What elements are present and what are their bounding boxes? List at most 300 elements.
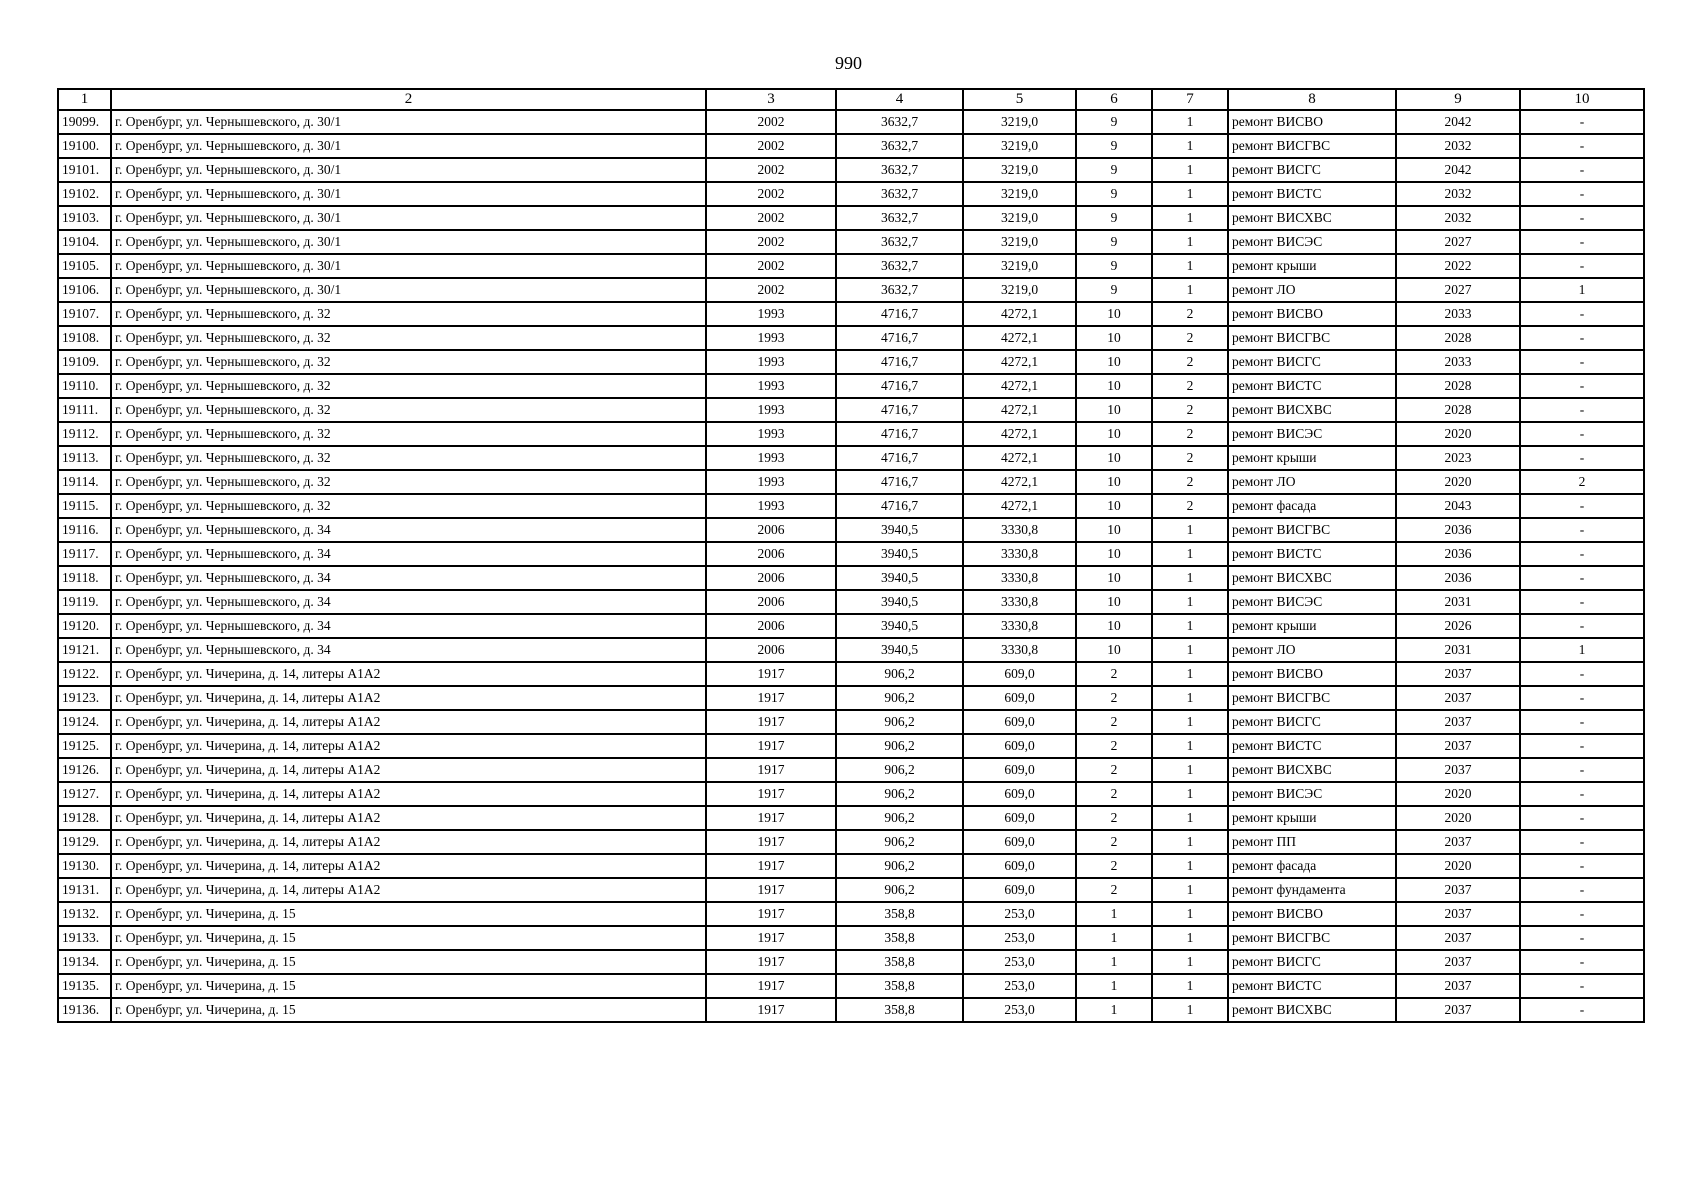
total-area-cell: 3632,7 [836,134,963,158]
address-cell: г. Оренбург, ул. Чернышевского, д. 32 [111,302,706,326]
table-row [58,398,1644,422]
row-number-cell: 19121. [58,638,111,662]
row-number-cell: 19099. [58,110,111,134]
planned-year-cell: 2028 [1396,326,1520,350]
table-row [58,206,1644,230]
table-row [58,470,1644,494]
row-number-cell: 19117. [58,542,111,566]
floors-cell: 10 [1076,470,1152,494]
column-header-4: 4 [836,89,963,110]
table-row [58,518,1644,542]
table-row [58,494,1644,518]
address-cell: г. Оренбург, ул. Чичерина, д. 15 [111,950,706,974]
entrances-cell: 2 [1152,302,1228,326]
column-header-6: 6 [1076,89,1152,110]
planned-year-cell: 2032 [1396,206,1520,230]
planned-year-cell: 2037 [1396,734,1520,758]
note-cell: 1 [1520,278,1644,302]
row-number-cell: 19124. [58,710,111,734]
floors-cell: 9 [1076,134,1152,158]
floors-cell: 2 [1076,806,1152,830]
address-cell: г. Оренбург, ул. Чернышевского, д. 30/1 [111,254,706,278]
year-built-cell: 2002 [706,278,836,302]
note-cell: - [1520,566,1644,590]
floors-cell: 2 [1076,758,1152,782]
address-cell: г. Оренбург, ул. Чичерина, д. 14, литеры А1А2 [111,806,706,830]
column-header-8: 8 [1228,89,1396,110]
entrances-cell: 1 [1152,926,1228,950]
work-type-cell: ремонт ВИСХВС [1228,206,1396,230]
total-area-cell: 906,2 [836,734,963,758]
entrances-cell: 1 [1152,806,1228,830]
table-row [58,422,1644,446]
row-number-cell: 19114. [58,470,111,494]
planned-year-cell: 2032 [1396,182,1520,206]
planned-year-cell: 2033 [1396,350,1520,374]
year-built-cell: 1917 [706,734,836,758]
table-row [58,374,1644,398]
note-cell: - [1520,926,1644,950]
row-number-cell: 19100. [58,134,111,158]
entrances-cell: 1 [1152,974,1228,998]
floors-cell: 10 [1076,350,1152,374]
year-built-cell: 2006 [706,542,836,566]
table-row [58,878,1644,902]
note-cell: - [1520,302,1644,326]
living-area-cell: 253,0 [963,926,1076,950]
row-number-cell: 19136. [58,998,111,1022]
table-row [58,710,1644,734]
total-area-cell: 3632,7 [836,206,963,230]
planned-year-cell: 2027 [1396,278,1520,302]
year-built-cell: 1917 [706,830,836,854]
row-number-cell: 19123. [58,686,111,710]
living-area-cell: 253,0 [963,950,1076,974]
total-area-cell: 358,8 [836,998,963,1022]
planned-year-cell: 2037 [1396,758,1520,782]
year-built-cell: 2006 [706,590,836,614]
year-built-cell: 1917 [706,806,836,830]
row-number-cell: 19126. [58,758,111,782]
address-cell: г. Оренбург, ул. Чернышевского, д. 34 [111,542,706,566]
row-number-cell: 19131. [58,878,111,902]
living-area-cell: 3219,0 [963,134,1076,158]
year-built-cell: 1993 [706,398,836,422]
planned-year-cell: 2037 [1396,998,1520,1022]
note-cell: - [1520,350,1644,374]
floors-cell: 10 [1076,614,1152,638]
living-area-cell: 4272,1 [963,398,1076,422]
total-area-cell: 358,8 [836,902,963,926]
floors-cell: 10 [1076,566,1152,590]
work-type-cell: ремонт крыши [1228,806,1396,830]
living-area-cell: 3330,8 [963,590,1076,614]
planned-year-cell: 2031 [1396,590,1520,614]
address-cell: г. Оренбург, ул. Чернышевского, д. 30/1 [111,158,706,182]
entrances-cell: 1 [1152,662,1228,686]
table-row [58,686,1644,710]
table-row [58,854,1644,878]
planned-year-cell: 2037 [1396,878,1520,902]
total-area-cell: 906,2 [836,662,963,686]
year-built-cell: 1993 [706,374,836,398]
note-cell: - [1520,590,1644,614]
total-area-cell: 4716,7 [836,374,963,398]
total-area-cell: 4716,7 [836,470,963,494]
note-cell: - [1520,830,1644,854]
work-type-cell: ремонт ВИСТС [1228,974,1396,998]
address-cell: г. Оренбург, ул. Чичерина, д. 14, литеры А1А2 [111,710,706,734]
column-header-3: 3 [706,89,836,110]
planned-year-cell: 2036 [1396,542,1520,566]
entrances-cell: 1 [1152,998,1228,1022]
address-cell: г. Оренбург, ул. Чернышевского, д. 32 [111,326,706,350]
year-built-cell: 1917 [706,974,836,998]
total-area-cell: 906,2 [836,830,963,854]
year-built-cell: 1993 [706,446,836,470]
total-area-cell: 906,2 [836,686,963,710]
work-type-cell: ремонт крыши [1228,446,1396,470]
note-cell: - [1520,710,1644,734]
living-area-cell: 3219,0 [963,254,1076,278]
floors-cell: 10 [1076,542,1152,566]
planned-year-cell: 2037 [1396,974,1520,998]
note-cell: - [1520,398,1644,422]
address-cell: г. Оренбург, ул. Чернышевского, д. 34 [111,614,706,638]
floors-cell: 2 [1076,710,1152,734]
work-type-cell: ремонт ВИСВО [1228,110,1396,134]
floors-cell: 10 [1076,638,1152,662]
work-type-cell: ремонт ВИСХВС [1228,398,1396,422]
floors-cell: 9 [1076,158,1152,182]
work-type-cell: ремонт ВИСГС [1228,158,1396,182]
year-built-cell: 1917 [706,710,836,734]
year-built-cell: 1993 [706,422,836,446]
address-cell: г. Оренбург, ул. Чернышевского, д. 30/1 [111,134,706,158]
note-cell: - [1520,998,1644,1022]
note-cell: - [1520,734,1644,758]
work-type-cell: ремонт ВИСЭС [1228,230,1396,254]
row-number-cell: 19118. [58,566,111,590]
note-cell: - [1520,614,1644,638]
planned-year-cell: 2037 [1396,710,1520,734]
living-area-cell: 3330,8 [963,542,1076,566]
row-number-cell: 19127. [58,782,111,806]
planned-year-cell: 2026 [1396,614,1520,638]
year-built-cell: 1993 [706,494,836,518]
table-row [58,158,1644,182]
total-area-cell: 906,2 [836,854,963,878]
entrances-cell: 1 [1152,854,1228,878]
table-row [58,830,1644,854]
table-row [58,782,1644,806]
address-cell: г. Оренбург, ул. Чернышевского, д. 34 [111,638,706,662]
table-row [58,758,1644,782]
table-row [58,998,1644,1022]
floors-cell: 9 [1076,110,1152,134]
work-type-cell: ремонт ВИСТС [1228,542,1396,566]
entrances-cell: 1 [1152,830,1228,854]
living-area-cell: 3330,8 [963,566,1076,590]
work-type-cell: ремонт ВИСГВС [1228,518,1396,542]
row-number-cell: 19104. [58,230,111,254]
living-area-cell: 609,0 [963,734,1076,758]
table-row [58,326,1644,350]
work-type-cell: ремонт ВИСГВС [1228,926,1396,950]
planned-year-cell: 2032 [1396,134,1520,158]
table-body [58,110,1644,1022]
entrances-cell: 2 [1152,326,1228,350]
living-area-cell: 3219,0 [963,206,1076,230]
row-number-cell: 19105. [58,254,111,278]
work-type-cell: ремонт ВИСВО [1228,902,1396,926]
floors-cell: 10 [1076,590,1152,614]
floors-cell: 2 [1076,686,1152,710]
entrances-cell: 1 [1152,638,1228,662]
work-type-cell: ремонт крыши [1228,254,1396,278]
note-cell: 2 [1520,470,1644,494]
living-area-cell: 253,0 [963,902,1076,926]
column-header-2: 2 [111,89,706,110]
planned-year-cell: 2031 [1396,638,1520,662]
table-row [58,950,1644,974]
work-type-cell: ремонт ЛО [1228,470,1396,494]
floors-cell: 2 [1076,782,1152,806]
planned-year-cell: 2023 [1396,446,1520,470]
column-header-9: 9 [1396,89,1520,110]
table-row [58,302,1644,326]
planned-year-cell: 2036 [1396,518,1520,542]
table-row [58,230,1644,254]
work-type-cell: ремонт ВИСЭС [1228,422,1396,446]
floors-cell: 9 [1076,206,1152,230]
planned-year-cell: 2027 [1396,230,1520,254]
entrances-cell: 1 [1152,158,1228,182]
row-number-cell: 19110. [58,374,111,398]
column-header-5: 5 [963,89,1076,110]
living-area-cell: 3219,0 [963,278,1076,302]
living-area-cell: 4272,1 [963,302,1076,326]
address-cell: г. Оренбург, ул. Чичерина, д. 15 [111,926,706,950]
planned-year-cell: 2028 [1396,398,1520,422]
floors-cell: 10 [1076,302,1152,326]
work-type-cell: ремонт ПП [1228,830,1396,854]
total-area-cell: 4716,7 [836,350,963,374]
note-cell: - [1520,782,1644,806]
total-area-cell: 3940,5 [836,542,963,566]
living-area-cell: 4272,1 [963,470,1076,494]
address-cell: г. Оренбург, ул. Чичерина, д. 15 [111,902,706,926]
total-area-cell: 3940,5 [836,566,963,590]
note-cell: - [1520,518,1644,542]
table-row [58,806,1644,830]
entrances-cell: 1 [1152,518,1228,542]
address-cell: г. Оренбург, ул. Чичерина, д. 14, литеры А1А2 [111,758,706,782]
note-cell: - [1520,974,1644,998]
living-area-cell: 609,0 [963,854,1076,878]
entrances-cell: 1 [1152,902,1228,926]
year-built-cell: 1917 [706,926,836,950]
year-built-cell: 2002 [706,134,836,158]
year-built-cell: 1917 [706,950,836,974]
table-row [58,734,1644,758]
year-built-cell: 2002 [706,206,836,230]
year-built-cell: 2006 [706,518,836,542]
total-area-cell: 4716,7 [836,494,963,518]
planned-year-cell: 2020 [1396,422,1520,446]
living-area-cell: 4272,1 [963,494,1076,518]
address-cell: г. Оренбург, ул. Чичерина, д. 14, литеры А1А2 [111,782,706,806]
row-number-cell: 19119. [58,590,111,614]
row-number-cell: 19115. [58,494,111,518]
header-row [58,89,1644,110]
living-area-cell: 3330,8 [963,614,1076,638]
address-cell: г. Оренбург, ул. Чичерина, д. 15 [111,974,706,998]
total-area-cell: 4716,7 [836,422,963,446]
address-cell: г. Оренбург, ул. Чернышевского, д. 32 [111,398,706,422]
floors-cell: 10 [1076,374,1152,398]
work-type-cell: ремонт ВИСТС [1228,734,1396,758]
planned-year-cell: 2020 [1396,470,1520,494]
work-type-cell: ремонт ЛО [1228,638,1396,662]
floors-cell: 10 [1076,518,1152,542]
floors-cell: 1 [1076,902,1152,926]
address-cell: г. Оренбург, ул. Чичерина, д. 14, литеры А1А2 [111,686,706,710]
entrances-cell: 1 [1152,782,1228,806]
address-cell: г. Оренбург, ул. Чернышевского, д. 34 [111,566,706,590]
row-number-cell: 19102. [58,182,111,206]
table-row [58,638,1644,662]
total-area-cell: 3940,5 [836,638,963,662]
floors-cell: 1 [1076,926,1152,950]
address-cell: г. Оренбург, ул. Чернышевского, д. 30/1 [111,110,706,134]
floors-cell: 9 [1076,230,1152,254]
living-area-cell: 253,0 [963,998,1076,1022]
entrances-cell: 2 [1152,374,1228,398]
work-type-cell: ремонт ВИСТС [1228,374,1396,398]
address-cell: г. Оренбург, ул. Чернышевского, д. 32 [111,422,706,446]
note-cell: - [1520,446,1644,470]
year-built-cell: 1917 [706,854,836,878]
living-area-cell: 3330,8 [963,638,1076,662]
floors-cell: 10 [1076,326,1152,350]
note-cell: - [1520,758,1644,782]
year-built-cell: 1993 [706,302,836,326]
living-area-cell: 3219,0 [963,110,1076,134]
floors-cell: 2 [1076,878,1152,902]
year-built-cell: 1917 [706,902,836,926]
row-number-cell: 19113. [58,446,111,470]
row-number-cell: 19120. [58,614,111,638]
row-number-cell: 19132. [58,902,111,926]
planned-year-cell: 2022 [1396,254,1520,278]
living-area-cell: 609,0 [963,830,1076,854]
planned-year-cell: 2036 [1396,566,1520,590]
table-row [58,902,1644,926]
entrances-cell: 1 [1152,542,1228,566]
year-built-cell: 2006 [706,614,836,638]
address-cell: г. Оренбург, ул. Чернышевского, д. 32 [111,350,706,374]
total-area-cell: 3632,7 [836,182,963,206]
work-type-cell: ремонт фасада [1228,494,1396,518]
planned-year-cell: 2020 [1396,854,1520,878]
year-built-cell: 1993 [706,350,836,374]
entrances-cell: 1 [1152,110,1228,134]
work-type-cell: ремонт фасада [1228,854,1396,878]
living-area-cell: 3219,0 [963,182,1076,206]
total-area-cell: 4716,7 [836,302,963,326]
work-type-cell: ремонт ВИСГС [1228,350,1396,374]
living-area-cell: 609,0 [963,878,1076,902]
total-area-cell: 3632,7 [836,158,963,182]
entrances-cell: 1 [1152,206,1228,230]
work-type-cell: ремонт крыши [1228,614,1396,638]
year-built-cell: 2002 [706,230,836,254]
address-cell: г. Оренбург, ул. Чернышевского, д. 30/1 [111,206,706,230]
planned-year-cell: 2037 [1396,926,1520,950]
row-number-cell: 19103. [58,206,111,230]
address-cell: г. Оренбург, ул. Чернышевского, д. 32 [111,470,706,494]
living-area-cell: 609,0 [963,662,1076,686]
planned-year-cell: 2037 [1396,950,1520,974]
work-type-cell: ремонт ВИСХВС [1228,758,1396,782]
total-area-cell: 3940,5 [836,590,963,614]
total-area-cell: 4716,7 [836,398,963,422]
row-number-cell: 19111. [58,398,111,422]
work-type-cell: ремонт ВИСВО [1228,302,1396,326]
living-area-cell: 3219,0 [963,230,1076,254]
year-built-cell: 1917 [706,998,836,1022]
total-area-cell: 4716,7 [836,326,963,350]
note-cell: - [1520,854,1644,878]
row-number-cell: 19107. [58,302,111,326]
note-cell: - [1520,494,1644,518]
address-cell: г. Оренбург, ул. Чернышевского, д. 34 [111,590,706,614]
living-area-cell: 4272,1 [963,350,1076,374]
total-area-cell: 358,8 [836,974,963,998]
row-number-cell: 19130. [58,854,111,878]
total-area-cell: 906,2 [836,782,963,806]
address-cell: г. Оренбург, ул. Чичерина, д. 14, литеры А1А2 [111,830,706,854]
floors-cell: 1 [1076,974,1152,998]
row-number-cell: 19125. [58,734,111,758]
living-area-cell: 4272,1 [963,446,1076,470]
note-cell: 1 [1520,638,1644,662]
table-row [58,446,1644,470]
address-cell: г. Оренбург, ул. Чернышевского, д. 30/1 [111,182,706,206]
planned-year-cell: 2037 [1396,686,1520,710]
floors-cell: 10 [1076,494,1152,518]
floors-cell: 9 [1076,182,1152,206]
note-cell: - [1520,374,1644,398]
address-cell: г. Оренбург, ул. Чернышевского, д. 34 [111,518,706,542]
total-area-cell: 906,2 [836,806,963,830]
living-area-cell: 609,0 [963,782,1076,806]
note-cell: - [1520,182,1644,206]
planned-year-cell: 2020 [1396,782,1520,806]
planned-year-cell: 2028 [1396,374,1520,398]
table-row [58,662,1644,686]
work-type-cell: ремонт ЛО [1228,278,1396,302]
year-built-cell: 1917 [706,686,836,710]
living-area-cell: 253,0 [963,974,1076,998]
address-cell: г. Оренбург, ул. Чичерина, д. 14, литеры А1А2 [111,878,706,902]
total-area-cell: 906,2 [836,878,963,902]
table-row [58,278,1644,302]
year-built-cell: 2002 [706,158,836,182]
entrances-cell: 1 [1152,614,1228,638]
entrances-cell: 1 [1152,710,1228,734]
